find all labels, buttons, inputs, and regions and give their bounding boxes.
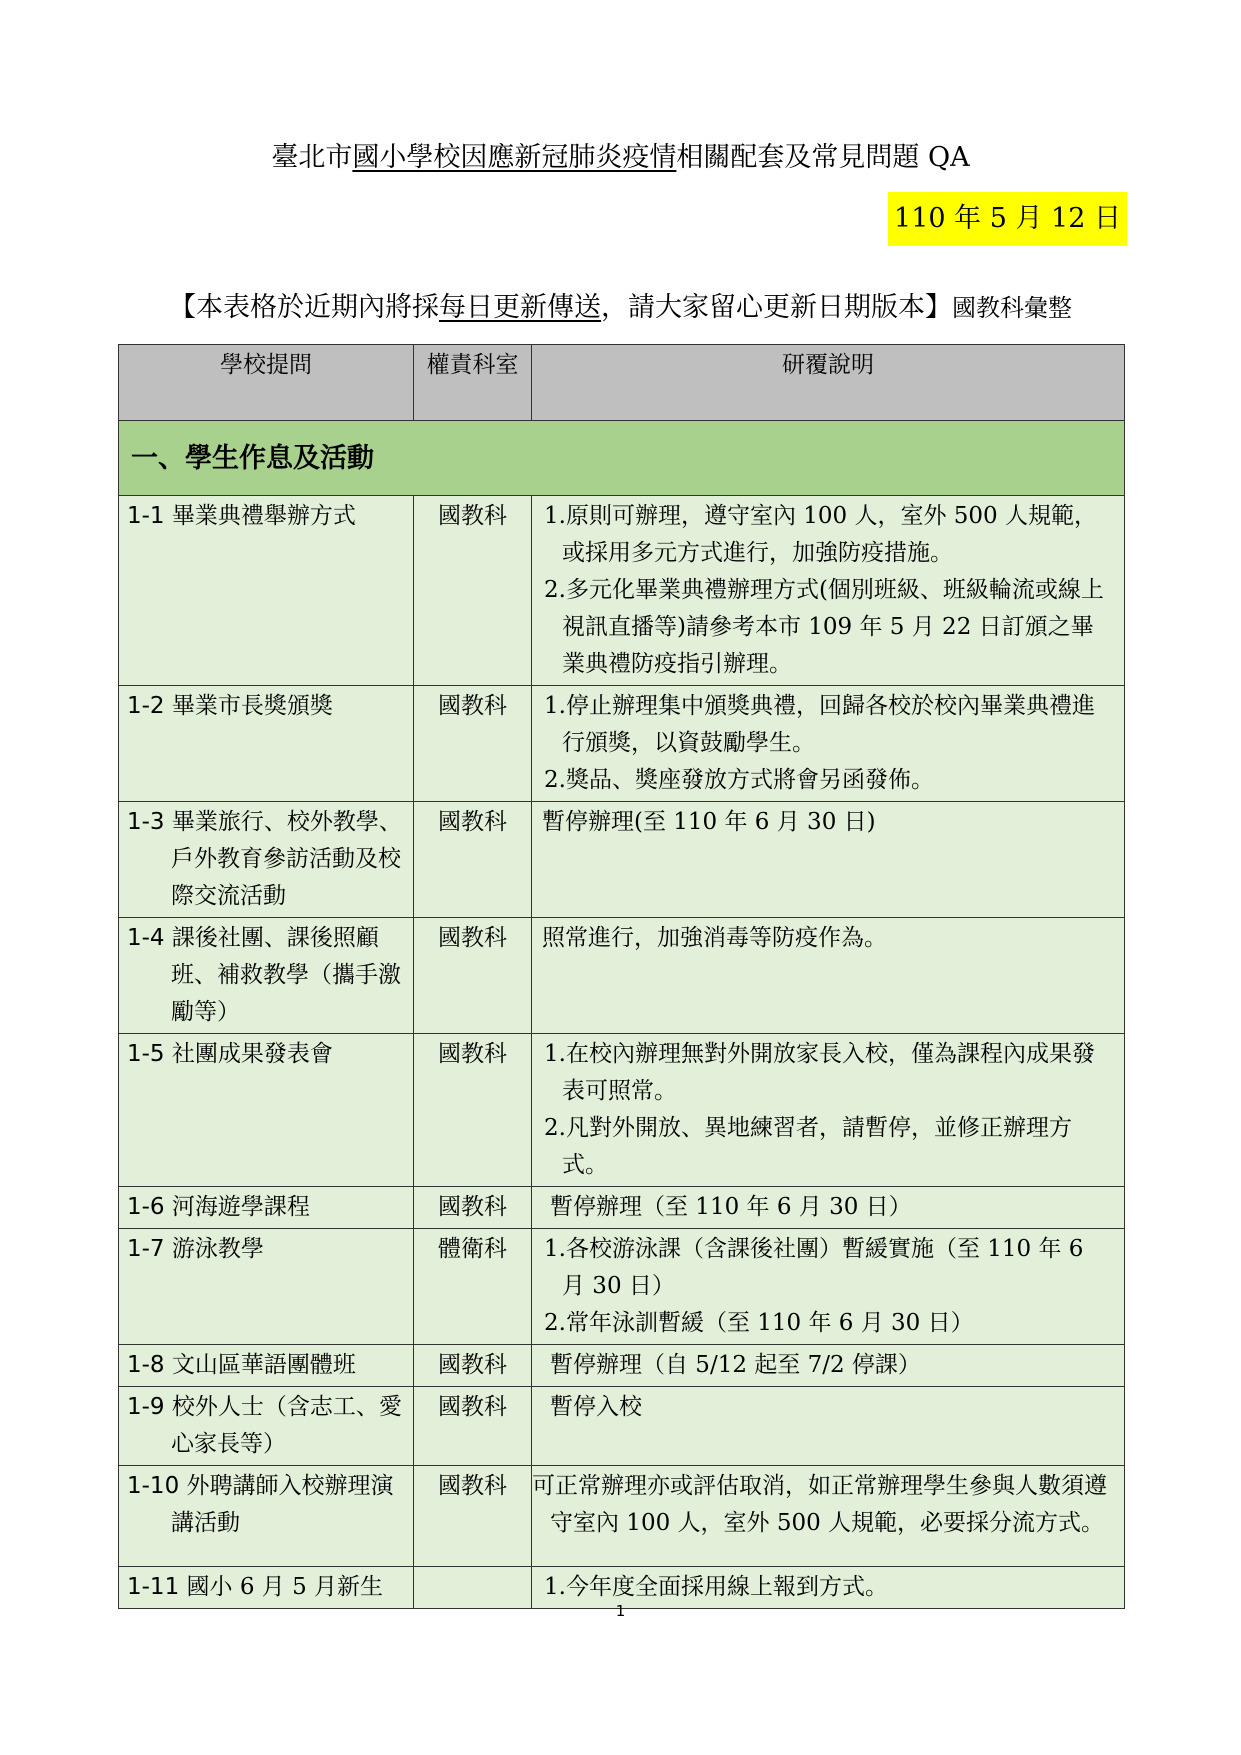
answer-item: 2.獎品、獎座發放方式將會另函發佈。 (544, 767, 934, 793)
answer-item: 2.多元化畢業典禮辦理方式(個別班級、班級輪流或線上視訊直播等)請參考本市 109 年 5 月 22 日訂頒之畢業典禮防疫指引辦理。 (544, 577, 1104, 677)
date-highlight: 110 年 5 月 12 日 (888, 192, 1127, 246)
header-question: 學校提問 (119, 345, 414, 421)
question-text: 畢業市長獎頒獎 (171, 693, 333, 719)
update-notice (0, 288, 1241, 328)
answer-item: 1.各校游泳課（含課後社團）暫緩實施（至 110 年 6 月 30 日） (544, 1236, 1084, 1299)
answer-item: 暫停入校 (550, 1394, 642, 1420)
question-number: 1-11 (127, 1574, 180, 1600)
question-text: 文山區華語團體班 (171, 1352, 356, 1378)
section-header-row (119, 421, 1125, 496)
question-text: 畢業典禮舉辦方式 (171, 503, 356, 529)
answer-cell (532, 918, 1125, 1034)
section-title: 一、學生作息及活動 (119, 421, 1125, 496)
qa-table (118, 344, 1125, 1609)
answer-item: 1.原則可辦理，遵守室內 100 人，室外 500 人規範，或採用多元方式進行，加強防疫措施。 (544, 503, 1097, 566)
answer-item: 暫停辦理（自 5/12 起至 7/2 停課） (550, 1352, 921, 1378)
table-row (119, 1387, 1125, 1466)
answer-cell (532, 686, 1125, 802)
answer-item: 2.凡對外開放、異地練習者，請暫停，並修正辦理方式。 (544, 1115, 1072, 1178)
question-cell (119, 802, 414, 918)
title-suffix: 相關配套及常見問題 QA (676, 142, 970, 173)
question-number: 1-7 (127, 1236, 165, 1262)
table-row (119, 1466, 1125, 1567)
table-row (119, 1229, 1125, 1345)
question-text: 河海遊學課程 (171, 1194, 310, 1220)
question-cell (119, 918, 414, 1034)
answer-cell (532, 1187, 1125, 1229)
title-prefix: 臺北市 (271, 142, 353, 173)
answer-item: 暫停辦理(至 110 年 6 月 30 日) (542, 809, 876, 835)
notice-prefix: 【本表格於近期內將採 (169, 292, 439, 323)
unit-cell: 國教科 (414, 1345, 532, 1387)
title-underlined: 國小學校因應新冠肺炎疫情 (352, 142, 677, 173)
question-cell (119, 496, 414, 686)
table-row (119, 496, 1125, 686)
answer-cell (532, 496, 1125, 686)
unit-cell: 國教科 (414, 1387, 532, 1466)
table-row (119, 1034, 1125, 1187)
question-number: 1-4 (127, 925, 165, 951)
question-cell (119, 1229, 414, 1345)
answer-item: 1.在校內辦理無對外開放家長入校，僅為課程內成果發表可照常。 (544, 1041, 1095, 1104)
question-text: 游泳教學 (171, 1236, 264, 1262)
question-text: 國小 6 月 5 月新生 (186, 1574, 384, 1600)
question-cell (119, 1187, 414, 1229)
answer-item: 暫停辦理（至 110 年 6 月 30 日） (550, 1194, 912, 1220)
answer-item: 可正常辦理亦或評估取消，如正常辦理學生參與人數須遵守室內 100 人，室外 500 人規範，必要採分流方式。 (532, 1473, 1107, 1536)
unit-cell: 國教科 (414, 686, 532, 802)
header-answer: 研覆說明 (532, 345, 1125, 421)
notice-underlined: 每日更新傳送 (439, 292, 601, 323)
answer-item: 照常進行，加強消毒等防疫作為。 (542, 925, 887, 951)
question-cell (119, 686, 414, 802)
answer-item: 1.停止辦理集中頒獎典禮，回歸各校於校內畢業典禮進行頒獎，以資鼓勵學生。 (544, 693, 1095, 756)
document-title (0, 138, 1241, 178)
answer-cell (532, 802, 1125, 918)
question-number: 1-1 (127, 503, 165, 529)
notice-org: 國教科彙整 (952, 294, 1072, 322)
table-row (119, 1345, 1125, 1387)
question-number: 1-2 (127, 693, 165, 719)
question-number: 1-5 (127, 1041, 165, 1067)
answer-cell (532, 1387, 1125, 1466)
question-number: 1-10 (127, 1473, 180, 1499)
unit-cell: 國教科 (414, 1466, 532, 1567)
unit-cell: 國教科 (414, 1034, 532, 1187)
question-text: 畢業旅行、校外教學、戶外教育參訪活動及校際交流活動 (171, 809, 402, 909)
question-text: 外聘講師入校辦理演講活動 (171, 1473, 394, 1536)
question-text: 課後社團、課後照顧班、補救教學（攜手激勵等） (171, 925, 401, 1025)
question-cell (119, 1345, 414, 1387)
answer-item: 1.今年度全面採用線上報到方式。 (544, 1574, 888, 1600)
unit-cell: 國教科 (414, 496, 532, 686)
question-number: 1-6 (127, 1194, 165, 1220)
question-number: 1-3 (127, 809, 165, 835)
unit-cell: 體衛科 (414, 1229, 532, 1345)
unit-cell: 國教科 (414, 802, 532, 918)
table-header-row (119, 345, 1125, 421)
answer-cell (532, 1229, 1125, 1345)
question-cell (119, 1034, 414, 1187)
table-row (119, 918, 1125, 1034)
question-text: 校外人士（含志工、愛心家長等） (171, 1394, 402, 1457)
question-cell (119, 1387, 414, 1466)
unit-cell: 國教科 (414, 1187, 532, 1229)
page-number: 1 (615, 1602, 626, 1620)
notice-suffix: ，請大家留心更新日期版本】 (601, 292, 952, 323)
question-cell (119, 1466, 414, 1567)
answer-cell (532, 1345, 1125, 1387)
question-number: 1-9 (127, 1394, 165, 1420)
question-number: 1-8 (127, 1352, 165, 1378)
answer-cell (532, 1034, 1125, 1187)
question-text: 社團成果發表會 (171, 1041, 333, 1067)
unit-cell: 國教科 (414, 918, 532, 1034)
header-unit: 權責科室 (414, 345, 532, 421)
table-row (119, 802, 1125, 918)
table-row (119, 686, 1125, 802)
answer-cell (532, 1466, 1125, 1567)
answer-item: 2.常年泳訓暫緩（至 110 年 6 月 30 日） (544, 1310, 974, 1336)
table-row (119, 1187, 1125, 1229)
